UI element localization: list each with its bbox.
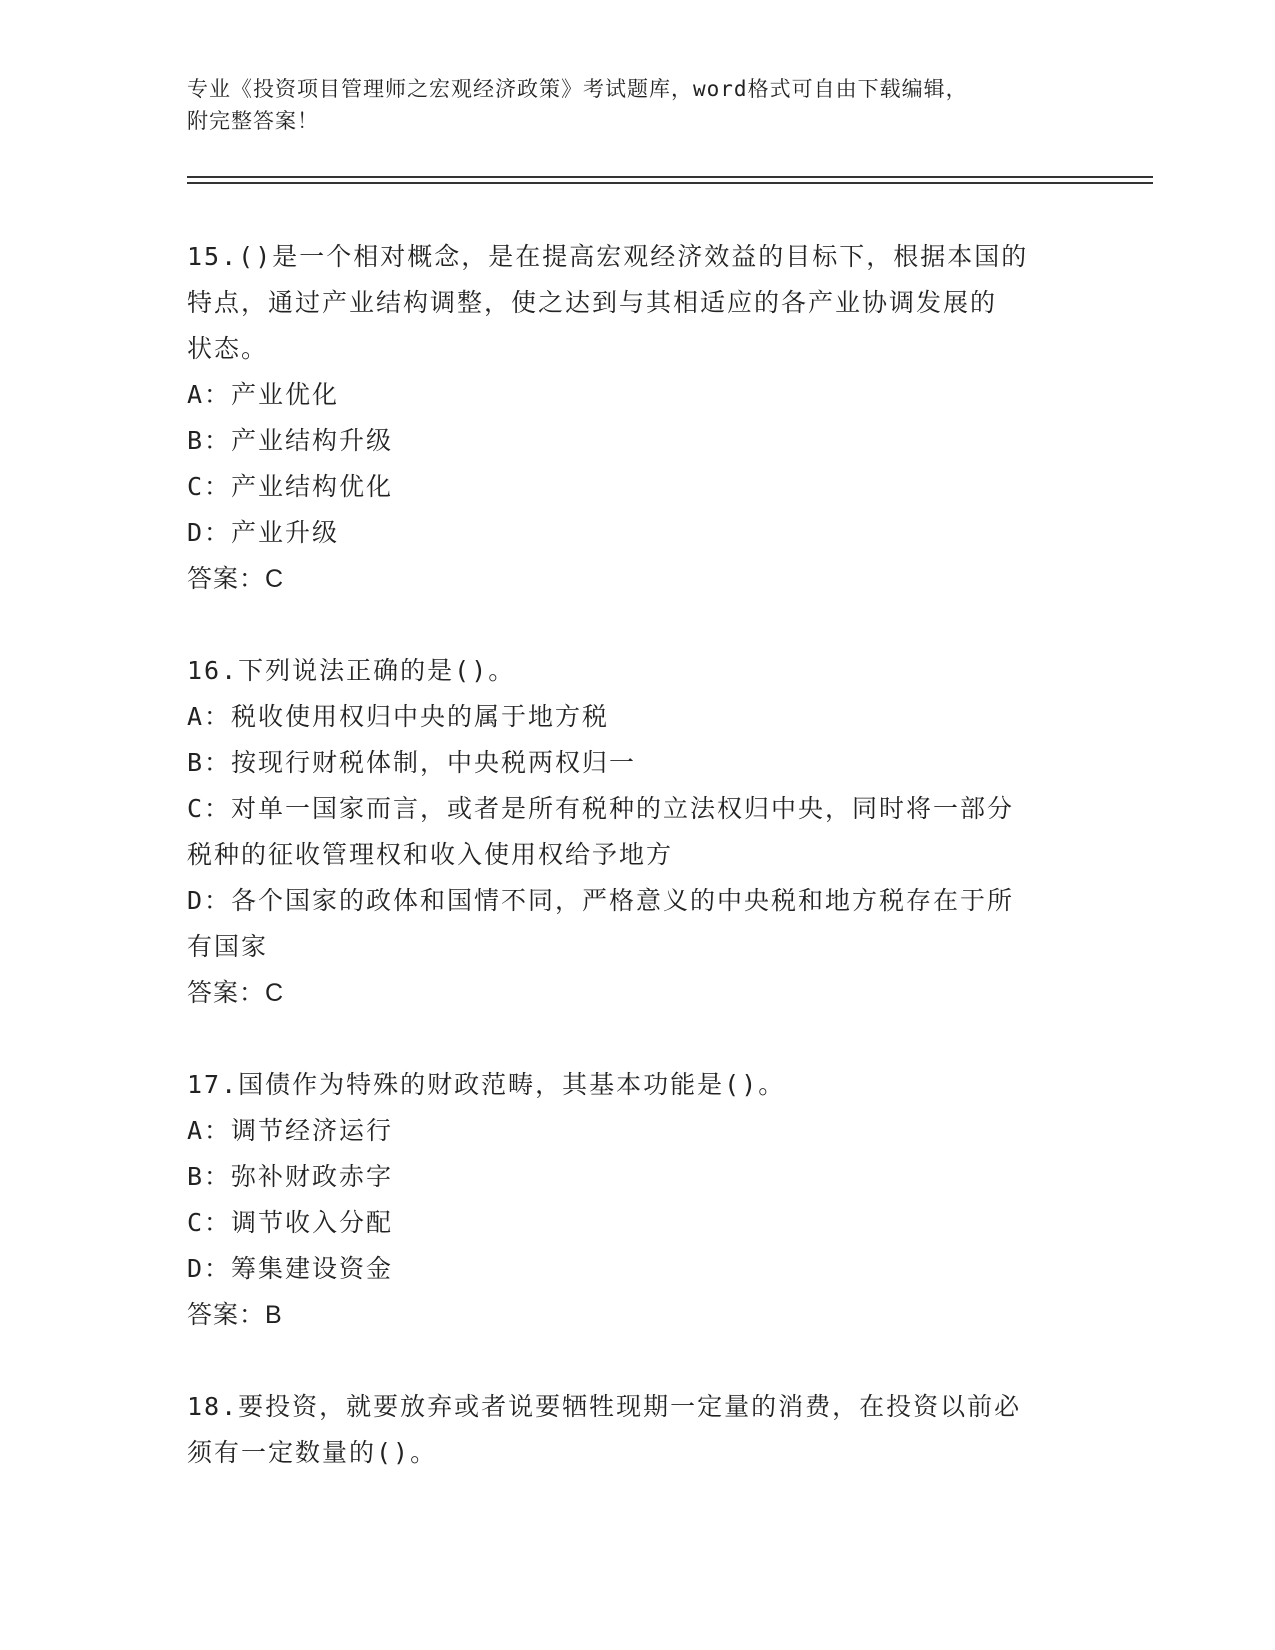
answer-option: B：按现行财税体制，中央税两权归一: [187, 748, 637, 777]
answer-option: C：调节收入分配: [187, 1208, 394, 1237]
answer-option: 税种的征收管理权和收入使用权给予地方: [187, 840, 674, 869]
answer-option: C：产业结构优化: [187, 472, 394, 501]
document-header: [187, 73, 1067, 137]
question-block: [187, 648, 1067, 1016]
header-line-1: 专业《投资项目管理师之宏观经济政策》考试题库，word格式可自由下载编辑，: [187, 77, 968, 101]
answer-option: B：弥补财政赤字: [187, 1162, 394, 1191]
answer-option: C：对单一国家而言，或者是所有税种的立法权归中央，同时将一部分: [187, 794, 1015, 823]
answer-option: B：产业结构升级: [187, 426, 394, 455]
answer-option: 有国家: [187, 932, 269, 961]
answer-key: 答案：C: [187, 979, 285, 1007]
question-text: 16.下列说法正确的是()。: [187, 656, 516, 685]
answer-option: D：筹集建设资金: [187, 1254, 394, 1283]
answer-option: D：产业升级: [187, 518, 340, 547]
question-block: [187, 234, 1067, 602]
question-text: 17.国债作为特殊的财政范畴，其基本功能是()。: [187, 1070, 786, 1099]
question-block: [187, 1384, 1067, 1476]
answer-option: D：各个国家的政体和国情不同，严格意义的中央税和地方税存在于所: [187, 886, 1015, 915]
question-text: 18.要投资，就要放弃或者说要牺牲现期一定量的消费，在投资以前必: [187, 1392, 1022, 1421]
question-text: 15.()是一个相对概念，是在提高宏观经济效益的目标下，根据本国的: [187, 242, 1029, 271]
header-divider-bottom: [187, 182, 1153, 184]
answer-option: A：调节经济运行: [187, 1116, 394, 1145]
header-divider-top: [187, 176, 1153, 178]
answer-option: A：产业优化: [187, 380, 340, 409]
answer-key: 答案：C: [187, 565, 285, 593]
header-line-2: 附完整答案！: [187, 109, 319, 133]
question-text: 特点，通过产业结构调整，使之达到与其相适应的各产业协调发展的: [187, 288, 998, 317]
question-text: 须有一定数量的()。: [187, 1438, 438, 1467]
answer-key: 答案：B: [187, 1301, 283, 1329]
answer-option: A：税收使用权归中央的属于地方税: [187, 702, 610, 731]
question-list: [187, 234, 1067, 1522]
question-text: 状态。: [187, 334, 269, 363]
question-block: [187, 1062, 1067, 1338]
